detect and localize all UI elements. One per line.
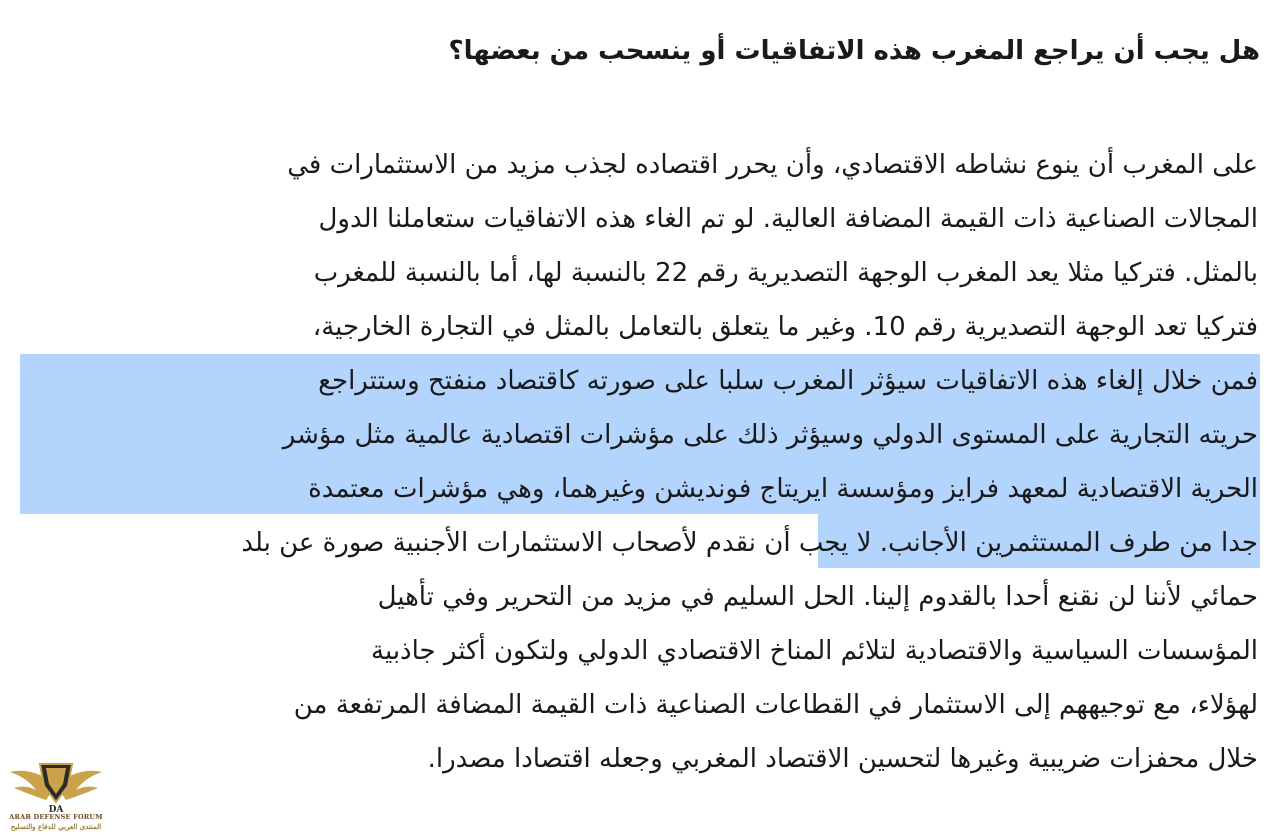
paragraph-line: المجالات الصناعية ذات القيمة المضافة العالية. لو تم الغاء هذه الاتفاقيات ستعاملنا الدول	[318, 204, 1258, 234]
paragraph-line: لهؤلاء، مع توجيههم إلى الاستثمار في القطاعات الصناعية ذات القيمة المضافة المرتفعة من	[293, 690, 1258, 720]
logo-name-en: ARAB DEFENSE FORUM	[9, 813, 103, 821]
logo-emblem-letters: DA	[48, 805, 64, 815]
paragraph-line-mixed	[0, 516, 1260, 570]
paragraph-line: بالمثل. فتركيا مثلا يعد المغرب الوجهة التصديرية رقم 22 بالنسبة لها، أما بالنسبة للمغرب	[313, 258, 1258, 288]
logo-name-ar: المنتدى العربي للدفاع والتسليح	[10, 822, 102, 831]
paragraph-line-selected: حريته التجارية على المستوى الدولي وسيؤثر ذلك على مؤشرات اقتصادية عالمية مثل مؤشر	[282, 420, 1258, 450]
unselected-text: لا يجب أن نقدم لأصحاب الاستثمارات الأجنبية صورة عن بلد	[241, 528, 880, 558]
paragraph-line: على المغرب أن ينوع نشاطه الاقتصادي، وأن يحرر اقتصاده لجذب مزيد من الاستثمارات في	[287, 150, 1258, 180]
article-body[interactable]	[0, 138, 1260, 786]
selected-text: جدا من طرف المستثمرين الأجانب.	[879, 528, 1258, 558]
paragraph-line: خلال محفزات ضريبية وغيرها لتحسين الاقتصاد المغربي وجعله اقتصادا مصدرا.	[427, 744, 1258, 774]
paragraph-line: حمائي لأننا لن نقنع أحدا بالقدوم إلينا. الحل السليم في مزيد من التحرير وفي تأهيل	[377, 582, 1258, 612]
paragraph-line: المؤسسات السياسية والاقتصادية لتلائم المناخ الاقتصادي الدولي ولتكون أكثر جاذبية	[371, 636, 1258, 666]
paragraph-line: فتركيا تعد الوجهة التصديرية رقم 10. وغير ما يتعلق بالتعامل بالمثل في التجارة الخارجية،	[312, 312, 1258, 342]
paragraph-line-selected: فمن خلال إلغاء هذه الاتفاقيات سيؤثر المغرب سلبا على صورته كاقتصاد منفتح وستتراجع	[318, 366, 1258, 396]
paragraph-line-selected: الحرية الاقتصادية لمعهد فرايز ومؤسسة ايريتاج فونديشن وغيرهما، وهي مؤشرات معتمدة	[308, 474, 1258, 504]
article-heading: هل يجب أن يراجع المغرب هذه الاتفاقيات أو ينسحب من بعضها؟	[448, 36, 1260, 66]
